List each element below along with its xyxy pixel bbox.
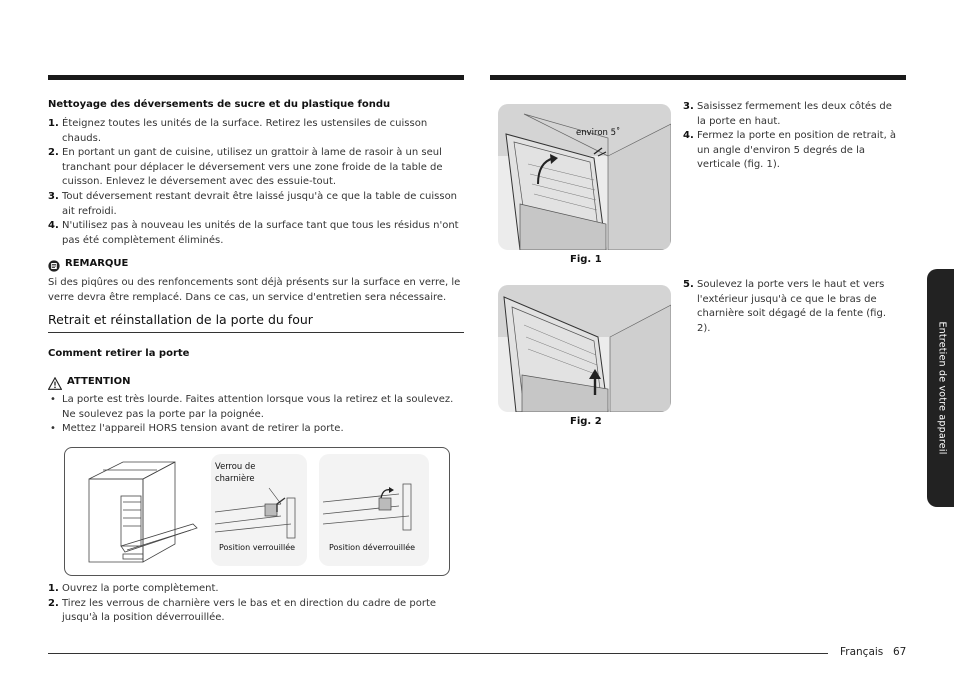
- remove-subheading: Comment retirer la porte: [48, 348, 190, 359]
- list-item: 2. En portant un gant de cuisine, utilisez un grattoir à lame de rasoir à un seul tranchant pour déplacer le déversement vers une zone froide de la table de cuisson. Enlevez le déversement avec des essuie-tout.: [48, 147, 443, 188]
- locked-position-label: Position verrouillée: [219, 543, 296, 552]
- figure-2: [498, 285, 671, 412]
- caution-list: [48, 393, 466, 437]
- list-item: • Mettez l'appareil HORS tension avant de retirer la porte.: [48, 422, 466, 437]
- door-lift-drawing: [498, 285, 671, 412]
- hinge-illustration: [64, 447, 450, 576]
- note-icon: [48, 257, 60, 269]
- footer-rule: [48, 653, 828, 654]
- footer-language: Français: [840, 646, 884, 658]
- spill-steps-list: [48, 117, 466, 248]
- steps-3-4-list: [683, 100, 898, 173]
- note-heading: [48, 257, 128, 269]
- list-item: • La porte est très lourde. Faites attention lorsque vous la retirez et la soulevez. Ne soulevez pas la porte par la poignée.: [48, 393, 466, 422]
- figure-2-caption: Fig. 2: [570, 416, 602, 427]
- section-title: Retrait et réinstallation de la porte du four: [48, 312, 313, 327]
- hinge-label: Verrou de charnière: [215, 461, 256, 483]
- section-divider: [48, 332, 464, 333]
- chapter-side-tab: [927, 269, 954, 507]
- note-label: REMARQUE: [65, 257, 129, 269]
- caution-label: ATTENTION: [67, 376, 131, 387]
- oven-open-door-drawing: [83, 454, 203, 569]
- list-item: 1. Ouvrez la porte complètement.: [48, 583, 219, 594]
- remove-steps-list: [48, 582, 466, 626]
- list-item: 4. Fermez la porte en position de retrait, à un angle d'environ 5 degrés de la verticale (fig. 1).: [683, 130, 897, 171]
- angle-label: environ 5˚: [576, 128, 621, 138]
- caution-heading: [48, 375, 130, 388]
- note-text: Si des piqûres ou des renfoncements sont déjà présents sur la surface en verre, le verre devra être remplacé. Dans ce cas, un service d'entretien sera nécessaire.: [48, 277, 461, 303]
- warning-icon: [48, 375, 62, 388]
- figure-1: [498, 104, 671, 250]
- unlocked-position-label: Position déverrouillée: [329, 543, 416, 552]
- spill-subheading: Nettoyage des déversements de sucre et du plastique fondu: [48, 99, 391, 110]
- page-number: 67: [893, 646, 907, 658]
- right-top-rule: [490, 75, 906, 80]
- step-5-list: [683, 278, 898, 336]
- figure-1-caption: Fig. 1: [570, 254, 602, 265]
- list-item: 2. Tirez les verrous de charnière vers le bas et en direction du cadre de porte jusqu'à la position déverrouillée.: [48, 597, 437, 624]
- list-item: 1. Éteignez toutes les unités de la surface. Retirez les ustensiles de cuisson chauds.: [48, 118, 428, 144]
- door-tilt-drawing: [498, 104, 671, 250]
- list-item: 3. Saisissez fermement les deux côtés de la porte en haut.: [683, 101, 892, 127]
- list-item: 3. Tout déversement restant devrait être laissé jusqu'à ce que la table de cuisson ait refroidi.: [48, 190, 458, 217]
- side-tab-label: Entretien de votre appareil: [936, 321, 948, 455]
- locked-panel: [211, 454, 307, 566]
- list-item: 5. Soulevez la porte vers le haut et vers l'extérieur jusqu'à ce que le bras de charnière soit dégagé de la fente (fig. 2).: [683, 279, 887, 334]
- unlocked-panel: [319, 454, 429, 566]
- list-item: 4. N'utilisez pas à nouveau les unités de la surface tant que tous les résidus n'ont pas été complètement éliminés.: [48, 220, 459, 246]
- left-top-rule: [48, 75, 464, 80]
